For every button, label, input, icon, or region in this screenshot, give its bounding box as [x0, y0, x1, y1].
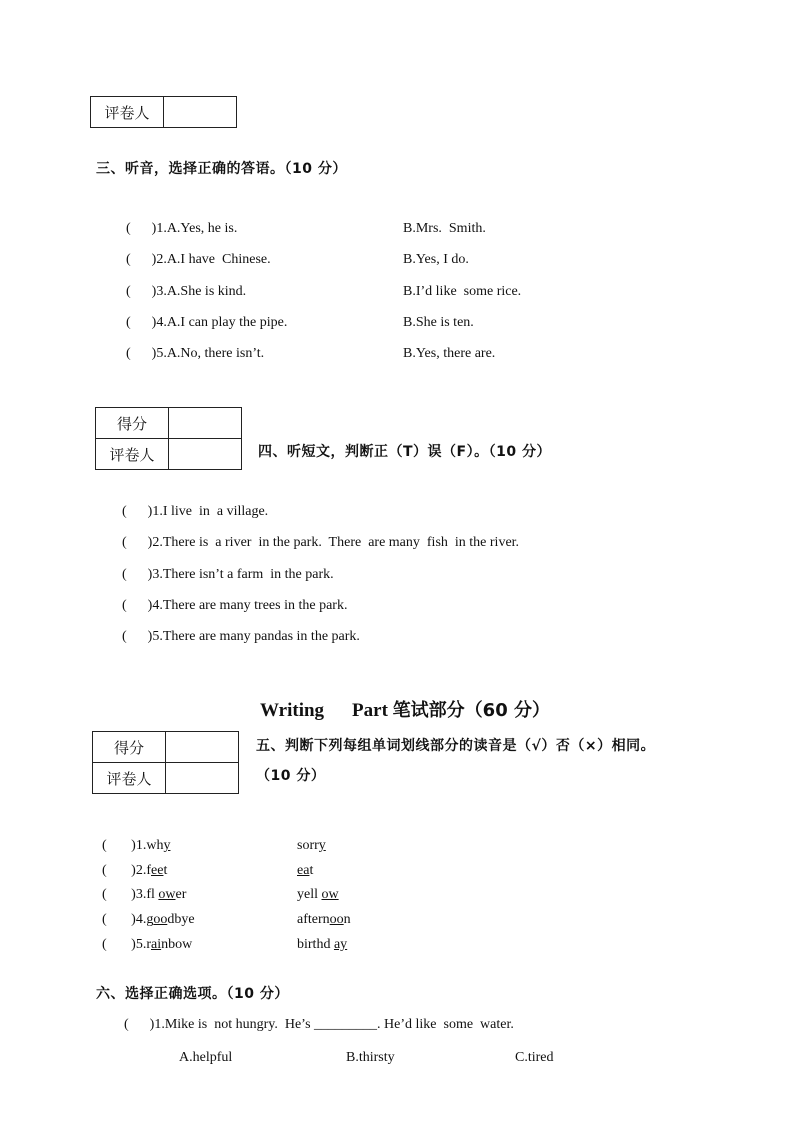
section3-heading: 三、听音，选择正确的答语。（10 分）: [96, 161, 347, 177]
s6-option-c: C.tired: [515, 1050, 554, 1065]
score-box-1: [90, 96, 237, 128]
underlined-letters: oo: [329, 912, 344, 927]
s4-item-5: ( )5.There are many pandas in the park.: [122, 629, 360, 644]
score-label: 得分: [96, 408, 169, 439]
section4-heading: 四、听短文，判断正（T）误（F）。（10 分）: [258, 444, 551, 460]
underlined-letters: ow: [158, 887, 176, 902]
word-part: sorr: [297, 838, 319, 853]
s3-item-5a: ( )5.A.No, there isn’t.: [126, 346, 265, 361]
word-part: wh: [146, 838, 164, 853]
s3-item-5b: B.Yes, there are.: [403, 346, 496, 361]
underlined-letters: ow: [321, 887, 339, 902]
s3-item-4a: ( )4.A.I can play the pipe.: [126, 315, 288, 330]
score-field[interactable]: [166, 732, 239, 763]
s4-item-4: ( )4.There are many trees in the park.: [122, 598, 348, 613]
s5-num: ( )3.: [102, 887, 147, 902]
section5-heading: 五、判断下列每组单词划线部分的读音是（√）否（×）相同。: [256, 738, 656, 754]
writing-part-title: [260, 696, 550, 722]
s3-item-3b: B.I’d like some rice.: [403, 284, 522, 299]
word-part: r: [146, 937, 151, 952]
s5-num: ( )4.: [102, 912, 147, 927]
underlined-letters: ay: [333, 937, 348, 952]
marker-field[interactable]: [169, 439, 242, 470]
underlined-letters: ai: [151, 937, 162, 952]
word-part: yell: [297, 887, 322, 902]
s5-num: ( )5.: [102, 937, 147, 952]
s3-item-2b: B.Yes, I do.: [403, 252, 469, 267]
word-part: f: [146, 863, 151, 878]
word-part: er: [175, 887, 187, 902]
s6-question-1: ( )1.Mike is not hungry. He’s _________. He’d like some water.: [124, 1017, 514, 1032]
underlined-letters: y: [163, 838, 171, 853]
word-part: t: [163, 863, 168, 878]
s5-item-5: [95, 921, 192, 953]
word-part: t: [309, 863, 314, 878]
section6-heading: 六、选择正确选项。（10 分）: [96, 986, 289, 1002]
word-part: g: [146, 912, 154, 927]
s5-num: ( )1.: [102, 838, 147, 853]
s3-item-3a: ( )3.A.She is kind.: [126, 284, 247, 299]
marker-label: 评卷人: [93, 763, 166, 794]
word-part: dbye: [167, 912, 195, 927]
score-box-2: [95, 407, 242, 470]
s6-option-b: B.thirsty: [346, 1050, 395, 1065]
s4-item-3: ( )3.There isn’t a farm in the park.: [122, 567, 334, 582]
writing-cn: 笔试部分（60 分）: [392, 700, 550, 721]
s3-item-1b: B.Mrs. Smith.: [403, 221, 486, 236]
s4-item-1: ( )1.I live in a village.: [122, 504, 269, 519]
score-field[interactable]: [169, 408, 242, 439]
word-part: fl: [146, 887, 159, 902]
score-label: 得分: [93, 732, 166, 763]
word-part: nbow: [161, 937, 193, 952]
underlined-letters: oo: [153, 912, 168, 927]
s3-item-4b: B.She is ten.: [403, 315, 474, 330]
s3-item-1a: ( )1.A.Yes, he is.: [126, 221, 238, 236]
marker-label: 评卷人: [96, 439, 169, 470]
word-part: n: [343, 912, 351, 927]
s5-num: ( )2.: [102, 863, 147, 878]
section5-heading-points: （10 分）: [256, 768, 326, 784]
underlined-letters: ea: [297, 863, 310, 878]
underlined-letters: y: [318, 838, 326, 853]
underlined-letters: ee: [151, 863, 164, 878]
score-box-3: [92, 731, 239, 794]
marker-field[interactable]: [164, 97, 237, 128]
part-word: Part: [352, 700, 388, 721]
s3-item-2a: ( )2.A.I have Chinese.: [126, 252, 271, 267]
marker-field[interactable]: [166, 763, 239, 794]
writing-word: Writing: [260, 700, 325, 721]
s5-item-5-word2: [290, 921, 347, 953]
marker-label: 评卷人: [91, 97, 164, 128]
word-part: aftern: [297, 912, 330, 927]
s4-item-2: ( )2.There is a river in the park. There are many fish in the river.: [122, 535, 520, 550]
s6-option-a: A.helpful: [179, 1050, 233, 1065]
word-part: birthd: [297, 937, 334, 952]
